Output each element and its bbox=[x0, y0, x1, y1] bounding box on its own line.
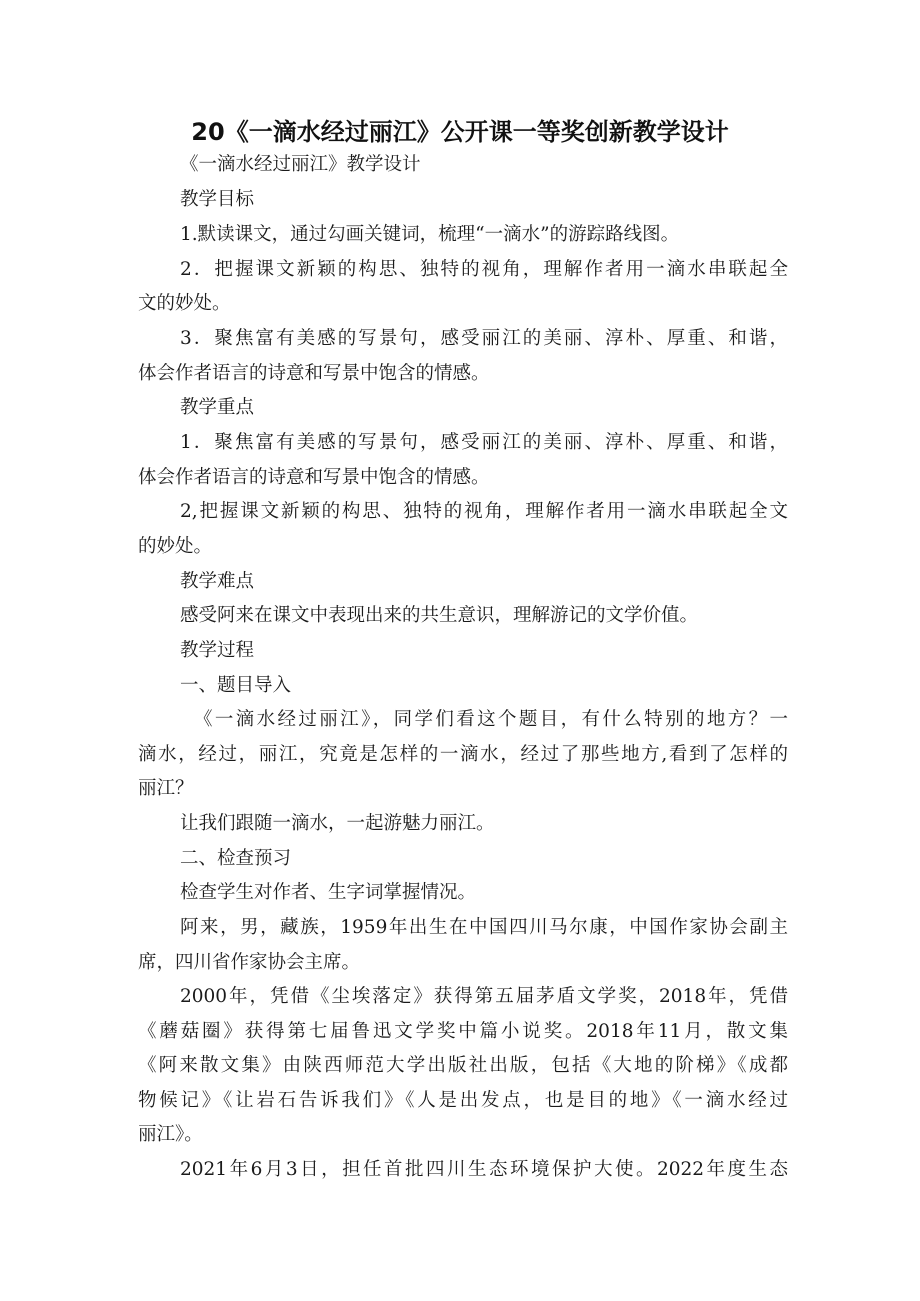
heading-teaching-goals: 教学目标 bbox=[180, 189, 255, 210]
author-line-2: 席，四川省作家协会主席。 bbox=[138, 952, 361, 973]
award-line-2: 《蘑菇圈》获得第七届鲁迅文学奖中篇小说奖。2018年11月，散文集 bbox=[138, 1021, 788, 1042]
goal-2-line-1: 2．把握课文新颖的构思、独特的视角，理解作者用一滴水串联起全 bbox=[180, 259, 788, 280]
goal-3-line-2: 体会作者语言的诗意和写景中饱含的情感。 bbox=[138, 363, 490, 384]
intro-follow: 让我们跟随一滴水，一起游魅力丽江。 bbox=[180, 813, 495, 834]
goal-1: 1.默读课文，通过勾画关键词，梳理“一滴水”的游踪路线图。 bbox=[180, 224, 680, 245]
heading-process: 教学过程 bbox=[180, 640, 255, 661]
section-2-heading: 二、检查预习 bbox=[180, 848, 292, 869]
document-title: 20《一滴水经过丽江》公开课一等奖创新教学设计 bbox=[191, 118, 729, 146]
award-line-1: 2000年，凭借《尘埃落定》获得第五届茅盾文学奖，2018年，凭借 bbox=[180, 986, 788, 1007]
award-line-4: 物候记》《让岩石告诉我们》《人是出发点，也是目的地》《一滴水经过 bbox=[138, 1090, 788, 1111]
award-line-5: 丽江》。 bbox=[138, 1124, 203, 1145]
intro-line-3: 丽江？ bbox=[138, 778, 194, 799]
key-point-2-line-2: 的妙处。 bbox=[138, 536, 213, 557]
check-text: 检查学生对作者、生字词掌握情况。 bbox=[180, 882, 477, 903]
goal-2-line-2: 文的妙处。 bbox=[138, 293, 231, 314]
intro-line-2: 滴水，经过，丽江，究竟是怎样的一滴水，经过了那些地方,看到了怎样的 bbox=[138, 744, 788, 765]
award-line-3: 《阿来散文集》由陕西师范大学出版社出版，包括《大地的阶梯》《成都 bbox=[138, 1055, 788, 1076]
goal-3-line-1: 3．聚焦富有美感的写景句，感受丽江的美丽、淳朴、厚重、和谐， bbox=[180, 328, 788, 349]
heading-difficulties: 教学难点 bbox=[180, 571, 255, 592]
author-line-1: 阿来，男，藏族，1959年出生在中国四川马尔康，中国作家协会副主 bbox=[180, 917, 788, 938]
intro-line-1: 《一滴水经过丽江》，同学们看这个题目，有什么特别的地方？一 bbox=[194, 709, 788, 730]
key-point-1-line-2: 体会作者语言的诗意和写景中饱含的情感。 bbox=[138, 467, 490, 488]
key-point-2-line-1: 2,把握课文新颖的构思、独特的视角，理解作者用一滴水串联起全文 bbox=[180, 501, 788, 522]
difficulty-text: 感受阿来在课文中表现出来的共生意识，理解游记的文学价值。 bbox=[180, 605, 699, 626]
section-1-heading: 一、题目导入 bbox=[180, 675, 292, 696]
heading-key-points: 教学重点 bbox=[180, 397, 255, 418]
ambassador-line: 2021年6月3日，担任首批四川生态环境保护大使。2022年度生态 bbox=[180, 1159, 788, 1180]
key-point-1-line-1: 1．聚焦富有美感的写景句，感受丽江的美丽、淳朴、厚重、和谐， bbox=[180, 432, 788, 453]
subtitle-line: 《一滴水经过丽江》教学设计 bbox=[180, 154, 421, 175]
